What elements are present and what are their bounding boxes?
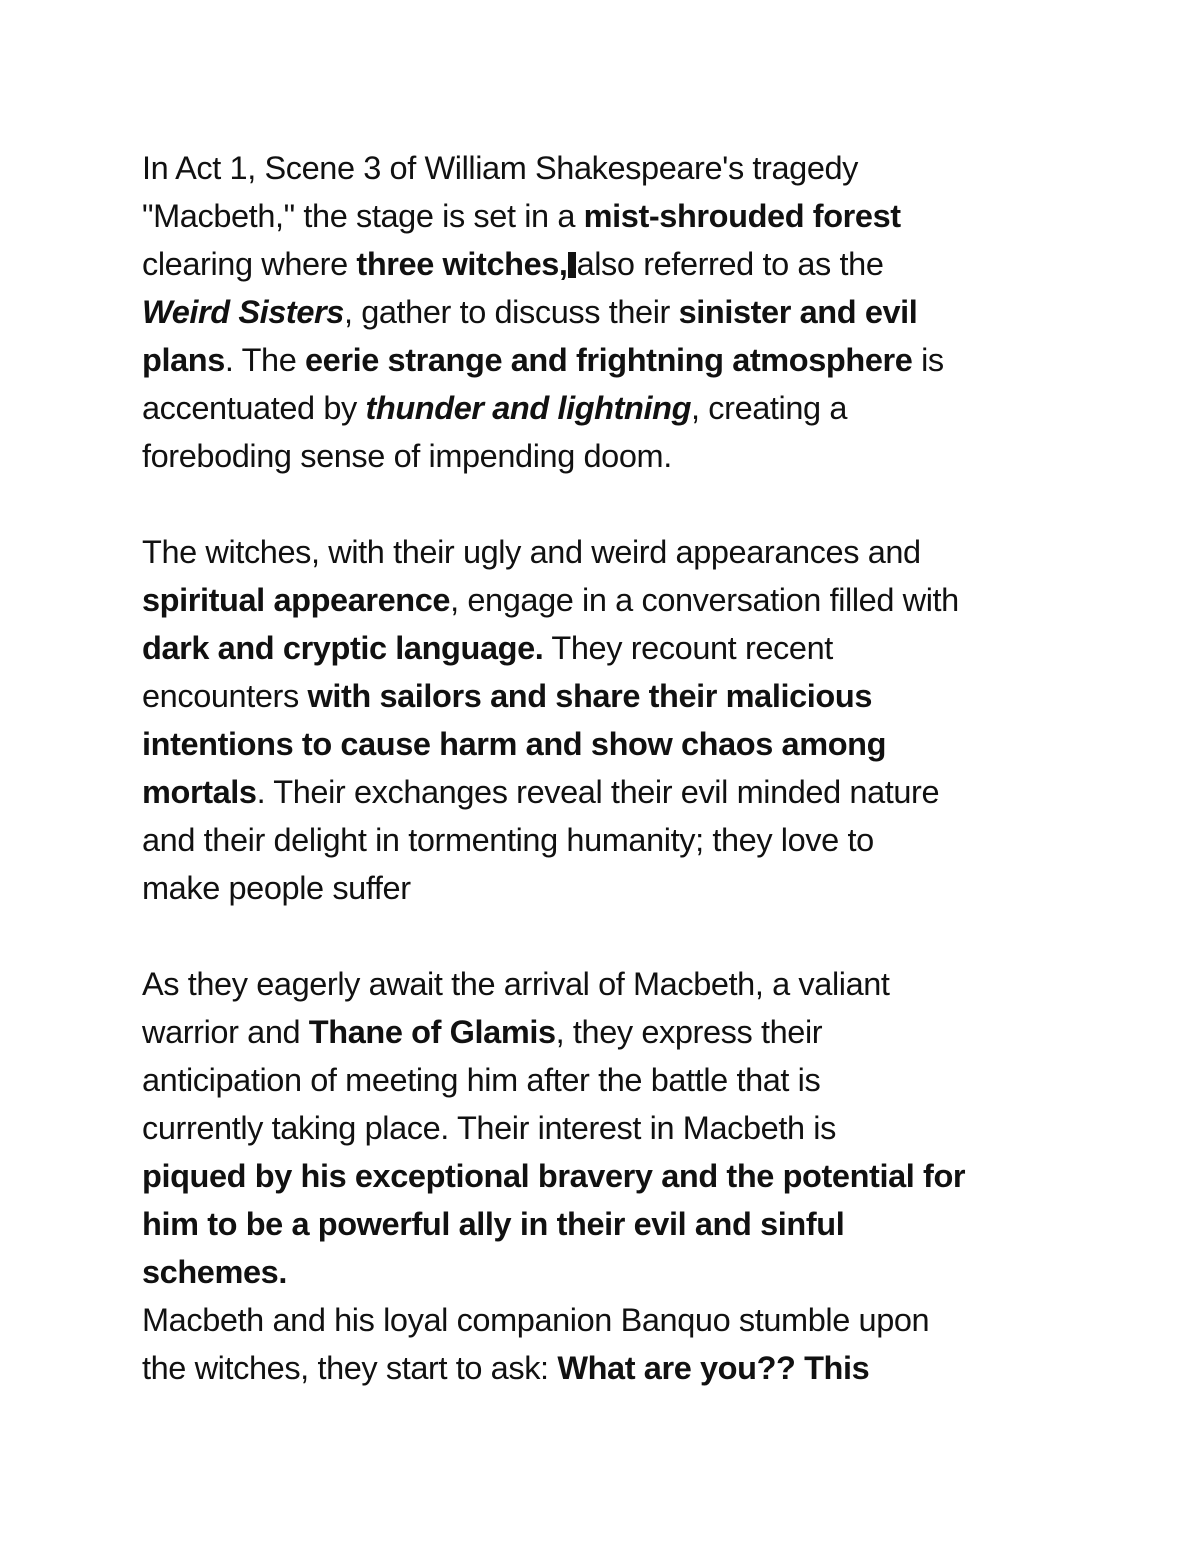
text-line: anticipation of meeting him after the battle that is <box>142 1062 821 1098</box>
text-line: mortals. Their exchanges reveal their evil minded nature <box>142 774 940 810</box>
text-line: Macbeth and his loyal companion Banquo stumble upon <box>142 1302 930 1338</box>
text-line <box>142 720 1072 768</box>
text-line: currently taking place. Their interest in Macbeth is <box>142 1110 836 1146</box>
text-line: the witches, they start to ask: What are you?? This <box>142 1350 870 1386</box>
text-line: dark and cryptic language. They recount recent <box>142 630 833 666</box>
document-body[interactable] <box>142 144 1072 1392</box>
text-line <box>142 1248 1072 1296</box>
text-line: accentuated by thunder and lightning, creating a <box>142 390 848 426</box>
bold-text: eerie strange and frightning atmosphere <box>305 342 913 378</box>
bold-text: him to be a powerful ally in their evil and sinful <box>142 1206 845 1242</box>
text-line <box>142 1152 1072 1200</box>
paragraph-3 <box>142 960 1072 1296</box>
text-line: plans. The eerie strange and frightning atmosphere is <box>142 342 944 378</box>
text-line: warrior and Thane of Glamis, they express their <box>142 1014 823 1050</box>
paragraph-1 <box>142 144 1072 480</box>
bold-text: schemes. <box>142 1254 287 1290</box>
bold-text: Thane of Glamis <box>308 1014 556 1050</box>
bold-text: with sailors and share their malicious <box>307 678 873 714</box>
paragraph-2 <box>142 528 1072 912</box>
text-line: Weird Sisters, gather to discuss their sinister and evil <box>142 294 918 330</box>
bold-text: intentions to cause harm and show chaos among <box>142 726 887 762</box>
text-line: The witches, with their ugly and weird appearances and <box>142 534 921 570</box>
text-line <box>142 1200 1072 1248</box>
text-line: spiritual appearence, engage in a conversation filled with <box>142 582 959 618</box>
text-cursor-icon <box>568 252 576 278</box>
paragraph-spacer <box>142 480 1072 528</box>
text-line: and their delight in tormenting humanity; they love to <box>142 822 874 858</box>
bold-text: three witches, <box>356 246 568 282</box>
bold-text: spiritual appearence <box>142 582 451 618</box>
text-line: make people suffer <box>142 870 411 906</box>
bold-text: dark and cryptic language. <box>142 630 544 666</box>
paragraph-spacer <box>142 912 1072 960</box>
bold-italic-text: thunder and lightning <box>365 390 692 426</box>
text-line: clearing where three witches, also referred to as the <box>142 246 884 282</box>
text-line: encounters with sailors and share their malicious <box>142 678 873 714</box>
bold-text: What are you?? This <box>557 1350 870 1386</box>
text-line: As they eagerly await the arrival of Macbeth, a valiant <box>142 966 890 1002</box>
bold-italic-text: Weird Sisters <box>142 294 344 330</box>
text-line: "Macbeth," the stage is set in a mist-shrouded forest <box>142 198 901 234</box>
text-line: In Act 1, Scene 3 of William Shakespeare's tragedy <box>142 150 859 186</box>
bold-text: plans <box>142 342 225 378</box>
bold-text: sinister and evil <box>678 294 918 330</box>
bold-text: mist-shrouded forest <box>583 198 901 234</box>
text-line: foreboding sense of impending doom. <box>142 438 672 474</box>
paragraph-4 <box>142 1296 1072 1392</box>
bold-text: mortals <box>142 774 257 810</box>
bold-text: piqued by his exceptional bravery and the potential for <box>142 1158 966 1194</box>
